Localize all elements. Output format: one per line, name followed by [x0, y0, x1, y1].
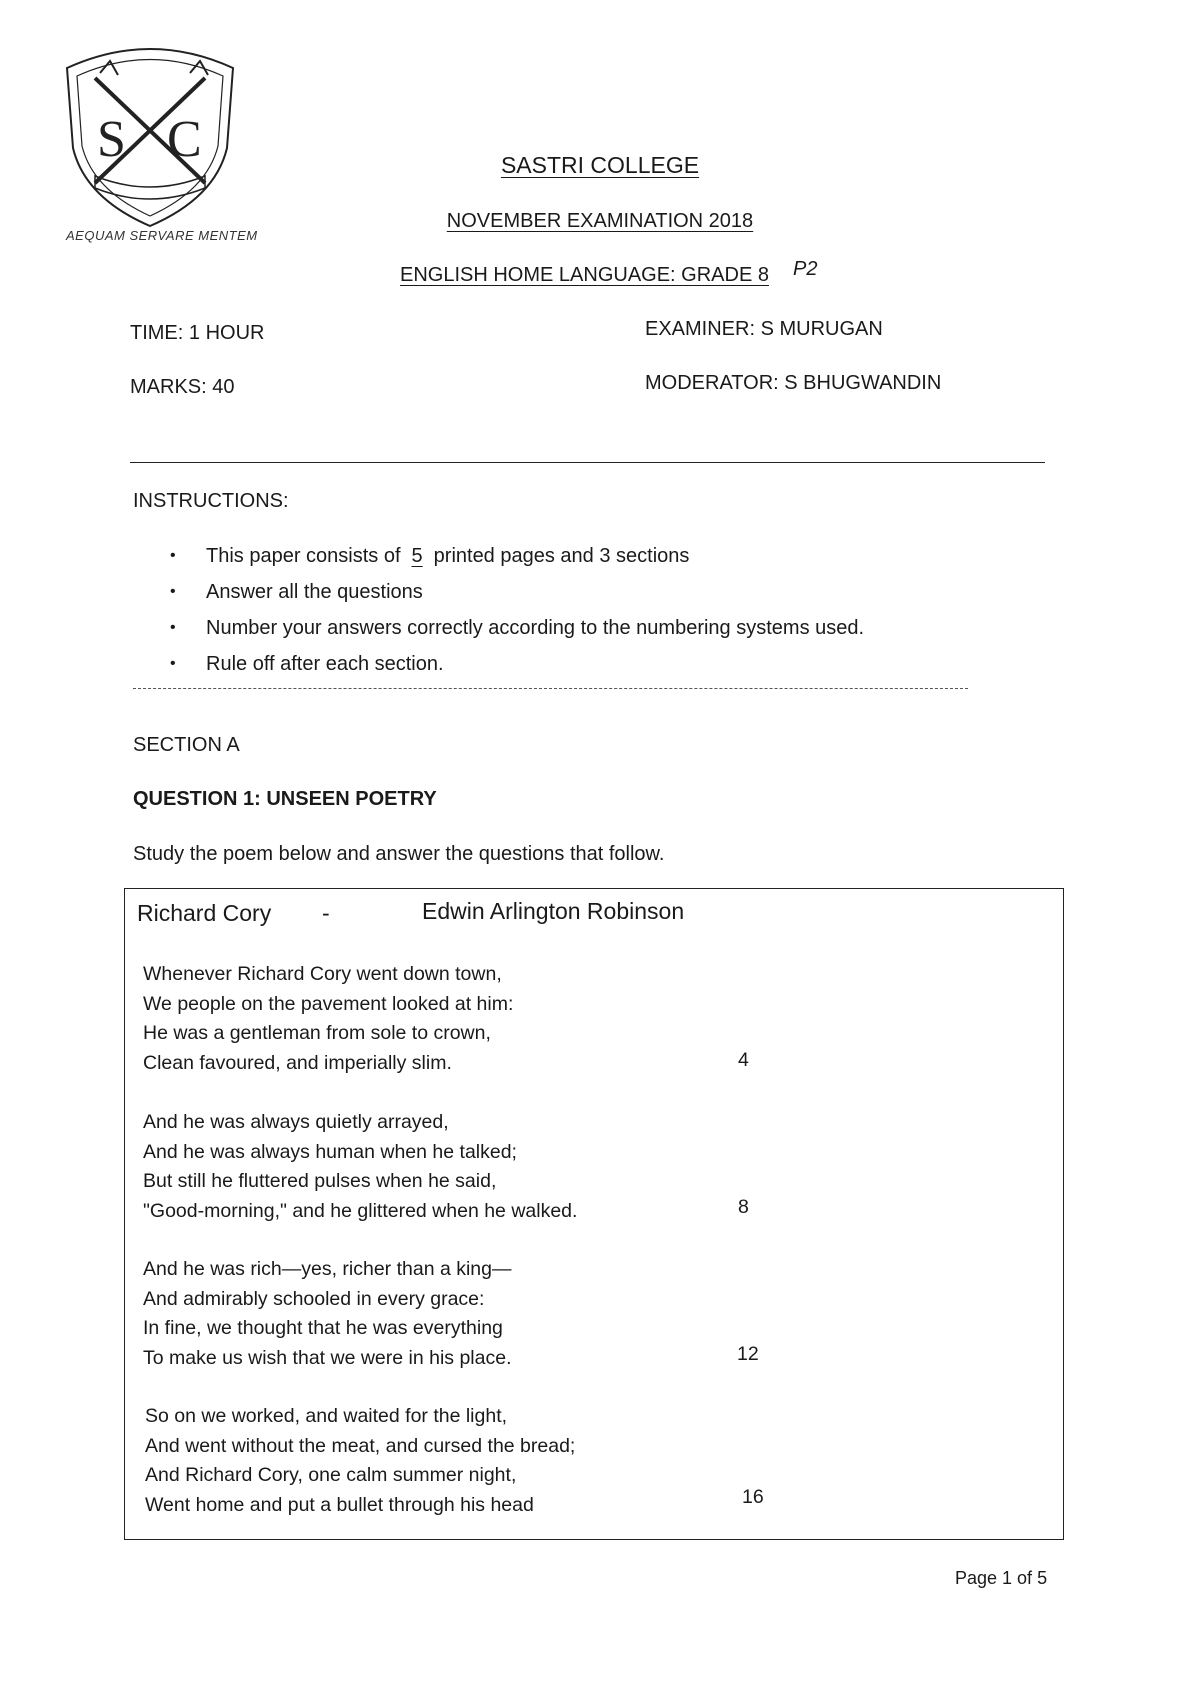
svg-text:S: S [97, 111, 126, 168]
marks-label: MARKS: 40 [130, 376, 235, 398]
instructions-list [170, 538, 864, 682]
section-title: SECTION A [133, 734, 240, 756]
list-item: • This paper consists of 5 printed pages and 3 sections [170, 538, 864, 574]
header-rule [130, 462, 1045, 463]
examiner-label: EXAMINER: S MURUGAN [645, 318, 883, 340]
poem-line: And went without the meat, and cursed the bread; [145, 1434, 576, 1457]
poem-line: In fine, we thought that he was everything [143, 1317, 503, 1339]
poem-separator: - [322, 900, 330, 926]
page-count: 5 [411, 545, 423, 567]
page-number: Page 1 of 5 [955, 1568, 1048, 1588]
list-item: • Number your answers correctly according to the numbering systems used. [170, 610, 864, 646]
school-name: SASTRI COLLEGE [500, 152, 700, 178]
time-label: TIME: 1 HOUR [130, 322, 265, 344]
poem-title: Richard Cory [137, 900, 272, 926]
poem-stanza [143, 960, 513, 1078]
question-prompt: Study the poem below and answer the questions that follow. [133, 843, 665, 865]
line-number: 16 [742, 1486, 764, 1508]
list-item: • Answer all the questions [170, 574, 864, 610]
poem-stanza [143, 1255, 512, 1373]
poem-author: Edwin Arlington Robinson [422, 898, 685, 924]
poem-line: We people on the pavement looked at him: [143, 992, 514, 1015]
question-title: QUESTION 1: UNSEEN POETRY [133, 788, 437, 810]
exam-title: NOVEMBER EXAMINATION 2018 [446, 210, 754, 232]
section-divider [133, 688, 968, 689]
list-item: • Rule off after each section. [170, 646, 864, 682]
line-number: 12 [737, 1343, 759, 1365]
school-crest-icon [55, 38, 245, 228]
poem-line: And he was always quietly arrayed, [143, 1111, 449, 1133]
poem-line: Clean favoured, and imperially slim. [143, 1051, 452, 1074]
line-number: 8 [738, 1196, 749, 1218]
poem-line: And admirably schooled in every grace: [143, 1287, 485, 1310]
poem-line: But still he fluttered pulses when he said, [143, 1170, 497, 1192]
poem-line: "Good-morning," and he glittered when he walked. [143, 1199, 578, 1222]
poem-line: And he was always human when he talked; [143, 1140, 517, 1163]
moderator-label: MODERATOR: S BHUGWANDIN [645, 372, 942, 394]
poem-stanza [145, 1402, 575, 1520]
poem-line: And he was rich—yes, richer than a king— [143, 1258, 512, 1280]
subject-title: ENGLISH HOME LANGUAGE: GRADE 8 [400, 264, 769, 286]
poem-stanza [143, 1108, 577, 1226]
poem-line: He was a gentleman from sole to crown, [143, 1022, 491, 1044]
crest-motto: AEQUAM SERVARE MENTEM [66, 228, 258, 243]
poem-line: Went home and put a bullet through his head [145, 1493, 534, 1516]
poem-line: And Richard Cory, one calm summer night, [145, 1464, 517, 1486]
poem-line: Whenever Richard Cory went down town, [143, 963, 502, 985]
instructions-title: INSTRUCTIONS: [133, 490, 289, 512]
svg-text:C: C [167, 111, 202, 168]
line-number: 4 [738, 1049, 749, 1071]
poem-line: So on we worked, and waited for the light, [145, 1405, 508, 1427]
poem-line: To make us wish that we were in his place. [143, 1346, 512, 1369]
paper-mark: P2 [793, 258, 818, 280]
